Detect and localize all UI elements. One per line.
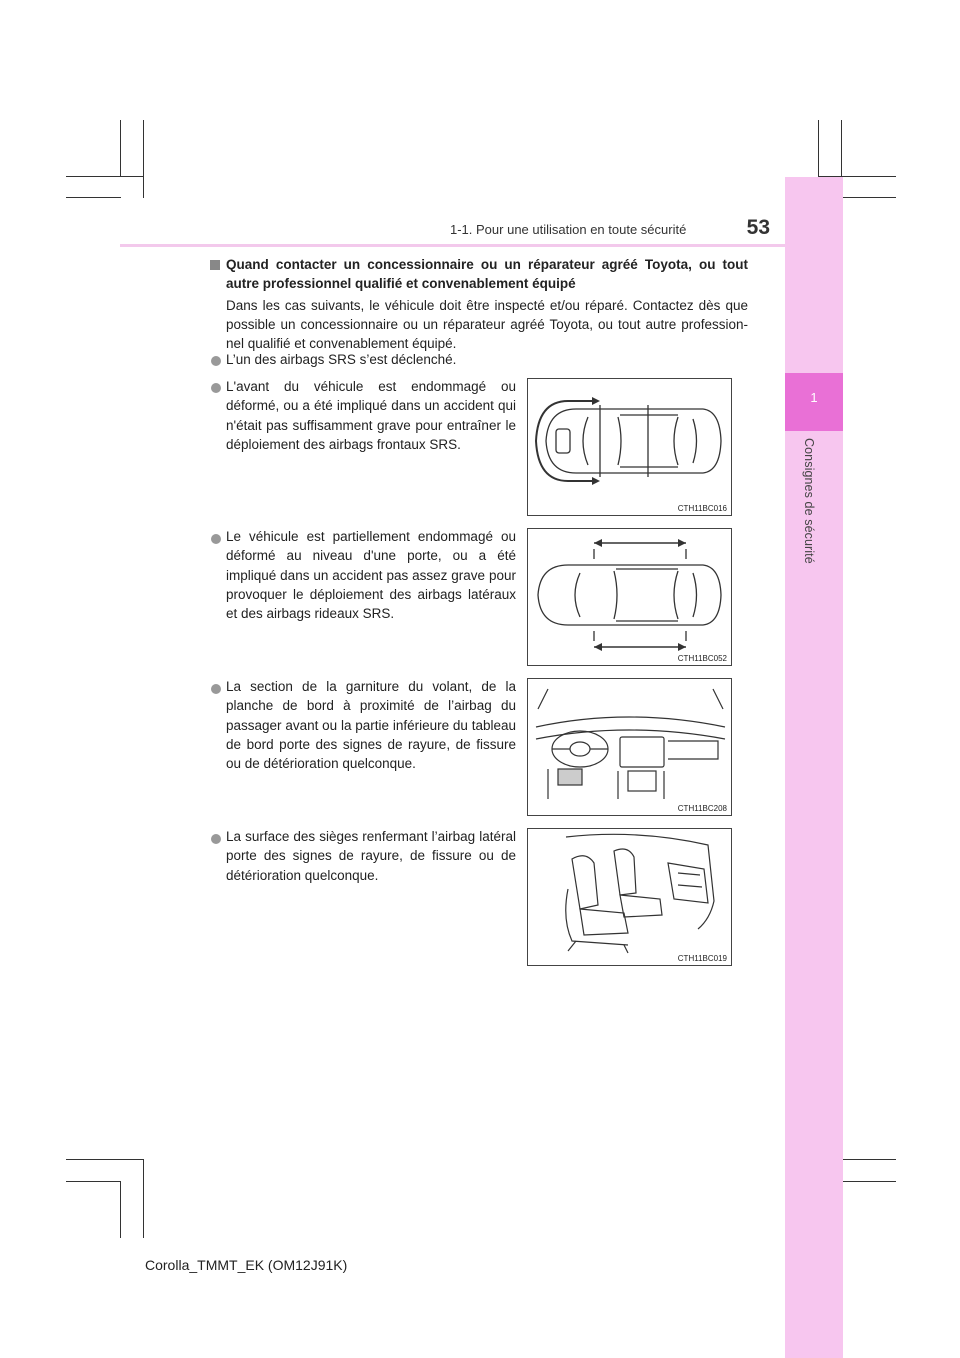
- bullet-item: La section de la garniture du volant, de la planche de bord à proximité de l’airbag du passager avant ou la partie inférieure du tableau de bord porte des signes de rayure, de fissure ou de détérioration quelconque.: [226, 679, 516, 772]
- bullet-dot-icon: [211, 383, 221, 393]
- bullet-dot-icon: [211, 834, 221, 844]
- bullet-dot-icon: [211, 356, 221, 366]
- chapter-number: 1: [810, 390, 818, 405]
- figure-code: CTH11BC052: [677, 654, 727, 663]
- section-heading: Quand contacter un concessionnaire ou un réparateur agréé Toyota, ou tout autre professionnel qualifié et convenablement équipé: [226, 257, 748, 291]
- crop-mark: [841, 197, 896, 198]
- figure-code: CTH11BC016: [677, 504, 727, 513]
- crop-mark: [66, 176, 144, 177]
- crop-mark: [66, 1159, 144, 1160]
- crop-mark: [120, 1181, 121, 1238]
- crop-mark: [841, 1181, 896, 1182]
- page-number: 53: [746, 216, 770, 239]
- chapter-label: Consignes de sécurité: [802, 438, 816, 564]
- car-top-view-side-damage-icon: [528, 529, 733, 654]
- dashboard-interior-icon: [528, 679, 733, 804]
- bullet-item: La surface des sièges renfermant l’airbag latéral porte des signes de rayure, de fissure ou de détérioration quelconque.: [226, 829, 516, 883]
- section-title: 1-1. Pour une utilisation en toute sécurité: [450, 222, 687, 237]
- crop-mark: [143, 120, 144, 198]
- crop-mark: [143, 1159, 144, 1238]
- figure-front-damage: [527, 378, 732, 516]
- bullet-item: L'avant du véhicule est endommagé ou déformé, ou a été impliqué dans un accident qui n'était pas suffisamment grave pour entraîner le déploiement des airbags frontaux SRS.: [226, 379, 516, 452]
- intro-paragraph: Dans les cas suivants, le véhicule doit être inspecté et/ou réparé. Contactez dès que possible un concessionnaire ou un réparateur agréé Toyota, ou tout autre profession-nel qualifié et convenablement équipé.: [226, 298, 748, 351]
- bullet-dot-icon: [211, 534, 221, 544]
- figure-code: CTH11BC208: [677, 804, 727, 813]
- car-top-view-front-damage-icon: [528, 379, 733, 504]
- bullet-item: L’un des airbags SRS s’est déclenché.: [226, 352, 457, 367]
- square-bullet-icon: [210, 260, 220, 270]
- crop-mark: [66, 1181, 121, 1182]
- crop-mark: [120, 120, 121, 177]
- bullet-dot-icon: [211, 684, 221, 694]
- figure-side-damage: [527, 528, 732, 666]
- header-rule: [120, 244, 785, 247]
- bullet-item: Le véhicule est partiellement endommagé ou déformé au niveau d'une porte, ou a été impliqué dans un accident pas assez grave pour provoquer le déploiement des airbags latéraux et des airbags rideaux SRS.: [226, 529, 516, 622]
- front-seats-icon: [528, 829, 733, 954]
- crop-mark: [818, 120, 819, 177]
- figure-seats: [527, 828, 732, 966]
- crop-mark: [66, 197, 121, 198]
- figure-dashboard: [527, 678, 732, 816]
- chapter-sidebar: [785, 177, 843, 1358]
- figure-code: CTH11BC019: [677, 954, 727, 963]
- footer-model-code: Corolla_TMMT_EK (OM12J91K): [145, 1257, 348, 1273]
